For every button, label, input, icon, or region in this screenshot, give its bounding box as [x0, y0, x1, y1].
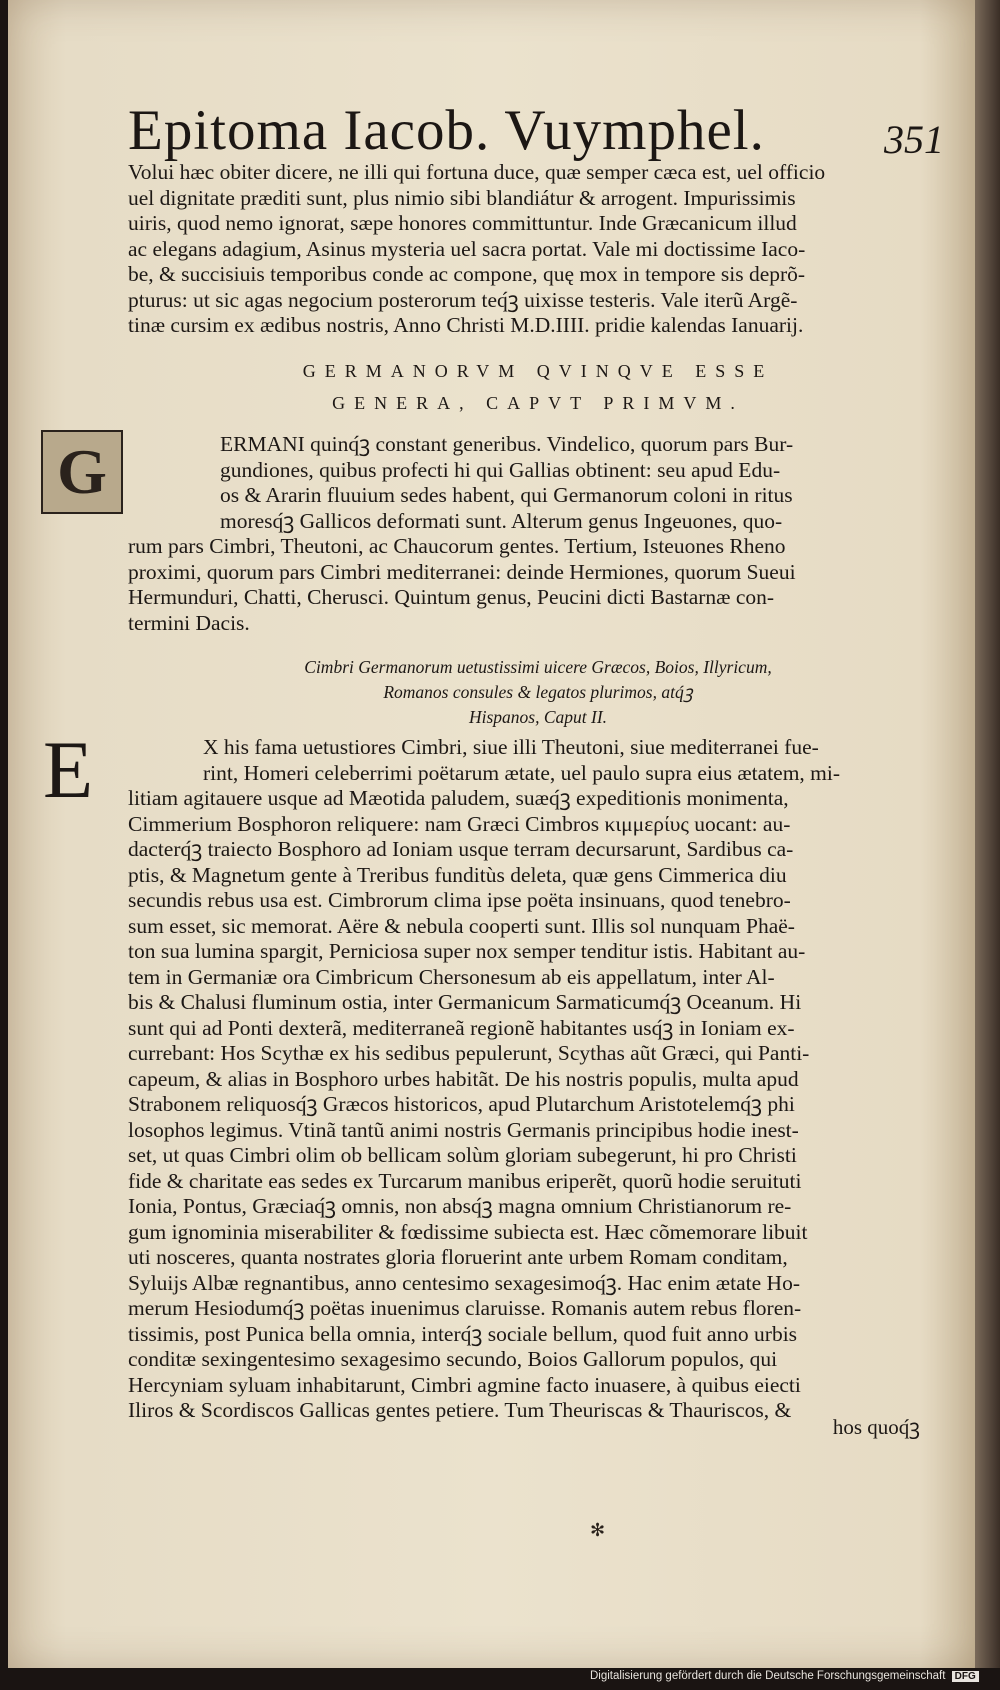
chapter-heading-line: Hispanos, Caput II. — [468, 707, 608, 727]
text-line: capeum, & alias in Bosphoro urbes habitãt. De his nostris populis, multa apud — [128, 1066, 799, 1091]
chapter-1-body — [128, 432, 948, 636]
chapter-heading-line: Romanos consules & legatos plurimos, atq́ꝫ — [383, 682, 693, 702]
text-line: currebant: Hos Scythæ ex his sedibus pepulerunt, Scythas aũt Græci, qui Panti- — [128, 1041, 810, 1065]
text-line: losophos legimus. Vtinã tantũ animi nostris Germanis principibus hodie inest- — [128, 1117, 799, 1142]
book-page — [8, 0, 978, 1668]
text-line: Iliros & Scordiscos Gallicas gentes petiere. Tum Theuriscas & Thauriscos, & — [128, 1398, 792, 1422]
text-line: tem in Germaniæ ora Cimbricum Chersonesum ab eis appellatum, inter Al- — [128, 964, 775, 989]
text-line: ERMANI quinq́ꝫ constant generibus. Vindelico, quorum pars Bur- — [220, 432, 794, 456]
chapter-2-heading — [118, 655, 958, 730]
text-line: gum ignominia miserabiliter & fœdissime subiecta est. Hæc cõmemorare libuit — [128, 1219, 808, 1244]
chapter-heading-line: GERMANORVM QVINQVE ESSE — [302, 361, 774, 381]
text-line: tissimis, post Punica bella omnia, interq́ꝫ sociale bellum, quod fuit anno urbis — [128, 1321, 798, 1346]
text-line: Cimmerium Bosphoron reliquere: nam Græci Cimbros κιμμερίυς uocant: au- — [128, 811, 791, 836]
text-line: fide & charitate eas sedes ex Turcarum manibus eriperẽt, quorũ hodie seruituti — [128, 1168, 802, 1193]
chapter-2-body — [128, 735, 948, 1424]
text-line: pturus: ut sic agas negocium posterorum teq́ꝫ uixisse testeris. Vale iterũ Argẽ- — [128, 287, 798, 312]
text-line: os & Ararin fluuium sedes habent, qui Germanorum coloni in ritus — [220, 483, 793, 507]
text-line: litiam agitauere usque ad Mæotida paludem, suæq́ꝫ expeditionis monimenta, — [128, 786, 789, 810]
text-line: ptis, & Magnetum gente à Treribus funditùs deleta, quæ gens Cimmerica diu — [128, 862, 787, 887]
decorated-initial: G — [41, 430, 123, 514]
text-line: be, & succisiuis temporibus conde ac compone, quę mox in tempore sis deprõ- — [128, 262, 806, 286]
text-line: sum esset, sic memorat. Aëre & nebula cooperti sunt. Illis sol nunquam Phaë- — [128, 913, 795, 938]
credit-text: Digitalisierung gefördert durch die Deutsche Forschungsgemeinschaft — [590, 1670, 946, 1682]
signature-mark: ✻ — [590, 1520, 606, 1540]
text-line: Volui hæc obiter dicere, ne illi qui fortuna duce, quæ semper cæca est, uel officio — [128, 160, 826, 184]
chapter-1-heading — [118, 355, 958, 419]
text-line: secundis rebus usa est. Cimbrorum clima ipse poëta insinuans, quod tenebro- — [128, 888, 791, 912]
text-line: uel dignitate præditi sunt, plus nimio sibi blandiátur & arrogent. Impurissimis — [128, 185, 796, 210]
catchword: hos quoq́ꝫ — [832, 1415, 920, 1439]
text-line: moresq́ꝫ Gallicos deformati sunt. Alterum genus Ingeuones, quo- — [220, 508, 783, 533]
text-line: rint, Homeri celeberrimi poëtarum ætate, uel paulo supra eius ætatem, mi- — [203, 760, 841, 785]
large-initial: E — [43, 724, 94, 815]
dfg-logo: DFG — [952, 1671, 979, 1682]
text-line: ac elegans adagium, Asinus mysteria uel sacra portat. Vale mi doctissime Iaco- — [128, 236, 806, 261]
text-line: merum Hesiodumq́ꝫ poëtas inuenimus claruisse. Romanis autem rebus floren- — [128, 1296, 802, 1320]
text-line: Hercyniam syluam inhabitarunt, Cimbri agmine facto inuasere, à quibus eiecti — [128, 1372, 801, 1397]
text-line: proximi, quorum pars Cimbri mediterranei: deinde Hermiones, quorum Sueui — [128, 559, 796, 584]
text-line: conditæ sexingentesimo sexagesimo secundo, Boios Gallorum populos, qui — [128, 1347, 778, 1371]
page-number: 351 — [884, 117, 944, 162]
digitization-credit — [590, 1670, 1000, 1690]
text-line: termini Dacis. — [128, 610, 250, 635]
book-gutter — [975, 0, 1000, 1668]
text-line: uti nosceres, quanta nostrates gloria floruerint ante urbem Romam conditam, — [128, 1245, 788, 1269]
text-line: ton sua lumina spargit, Perniciosa super nox semper tenditur istis. Habitant au- — [128, 939, 806, 963]
page-header — [128, 98, 958, 168]
intro-paragraph — [128, 160, 948, 339]
text-line: Ionia, Pontus, Græciaq́ꝫ omnis, non absq́ꝫ magna omnium Christianorum re- — [128, 1194, 792, 1218]
text-line: rum pars Cimbri, Theutoni, ac Chaucorum gentes. Tertium, Isteuones Rheno — [128, 534, 786, 558]
text-line: X his fama uetustiores Cimbri, siue illi Theutoni, siue mediterranei fue- — [203, 735, 819, 759]
text-line: dacterq́ꝫ traiecto Bosphoro ad Ioniam usque terram decursarunt, Sardibus ca- — [128, 837, 794, 861]
text-line: Syluijs Albæ regnantibus, anno centesimo sexagesimoq́ꝫ. Hac enim ætate Ho- — [128, 1270, 800, 1295]
text-line: Hermunduri, Chatti, Cherusci. Quintum genus, Peucini dicti Bastarnæ con- — [128, 585, 775, 609]
chapter-heading-line: Cimbri Germanorum uetustissimi uicere Græcos, Boios, Illyricum, — [304, 657, 772, 677]
text-line: uiris, quod nemo ignorat, sæpe honores committuntur. Inde Græcanicum illud — [128, 211, 797, 235]
text-line: bis & Chalusi fluminum ostia, inter Germanicum Sarmaticumq́ꝫ Oceanum. Hi — [128, 990, 802, 1014]
text-line: Strabonem reliquosq́ꝫ Græcos historicos, apud Plutarchum Aristotelemq́ꝫ phi — [128, 1092, 795, 1116]
text-line: tinæ cursim ex ædibus nostris, Anno Christi M.D.IIII. pridie kalendas Ianuarij. — [128, 313, 804, 337]
running-title: Epitoma Iacob. Vuymphel. — [128, 99, 765, 162]
chapter-heading-line: GENERA, CAPVT PRIMVM. — [332, 393, 744, 413]
text-line: set, ut quas Cimbri olim ob bellicam solùm gloriam subegerunt, hi pro Christi — [128, 1143, 797, 1167]
text-line: gundiones, quibus profecti hi qui Gallias obtinent: seu apud Edu- — [220, 457, 781, 482]
text-line: sunt qui ad Ponti dexterã, mediterraneã regionẽ habitantes usq́ꝫ in Ioniam ex- — [128, 1015, 795, 1040]
